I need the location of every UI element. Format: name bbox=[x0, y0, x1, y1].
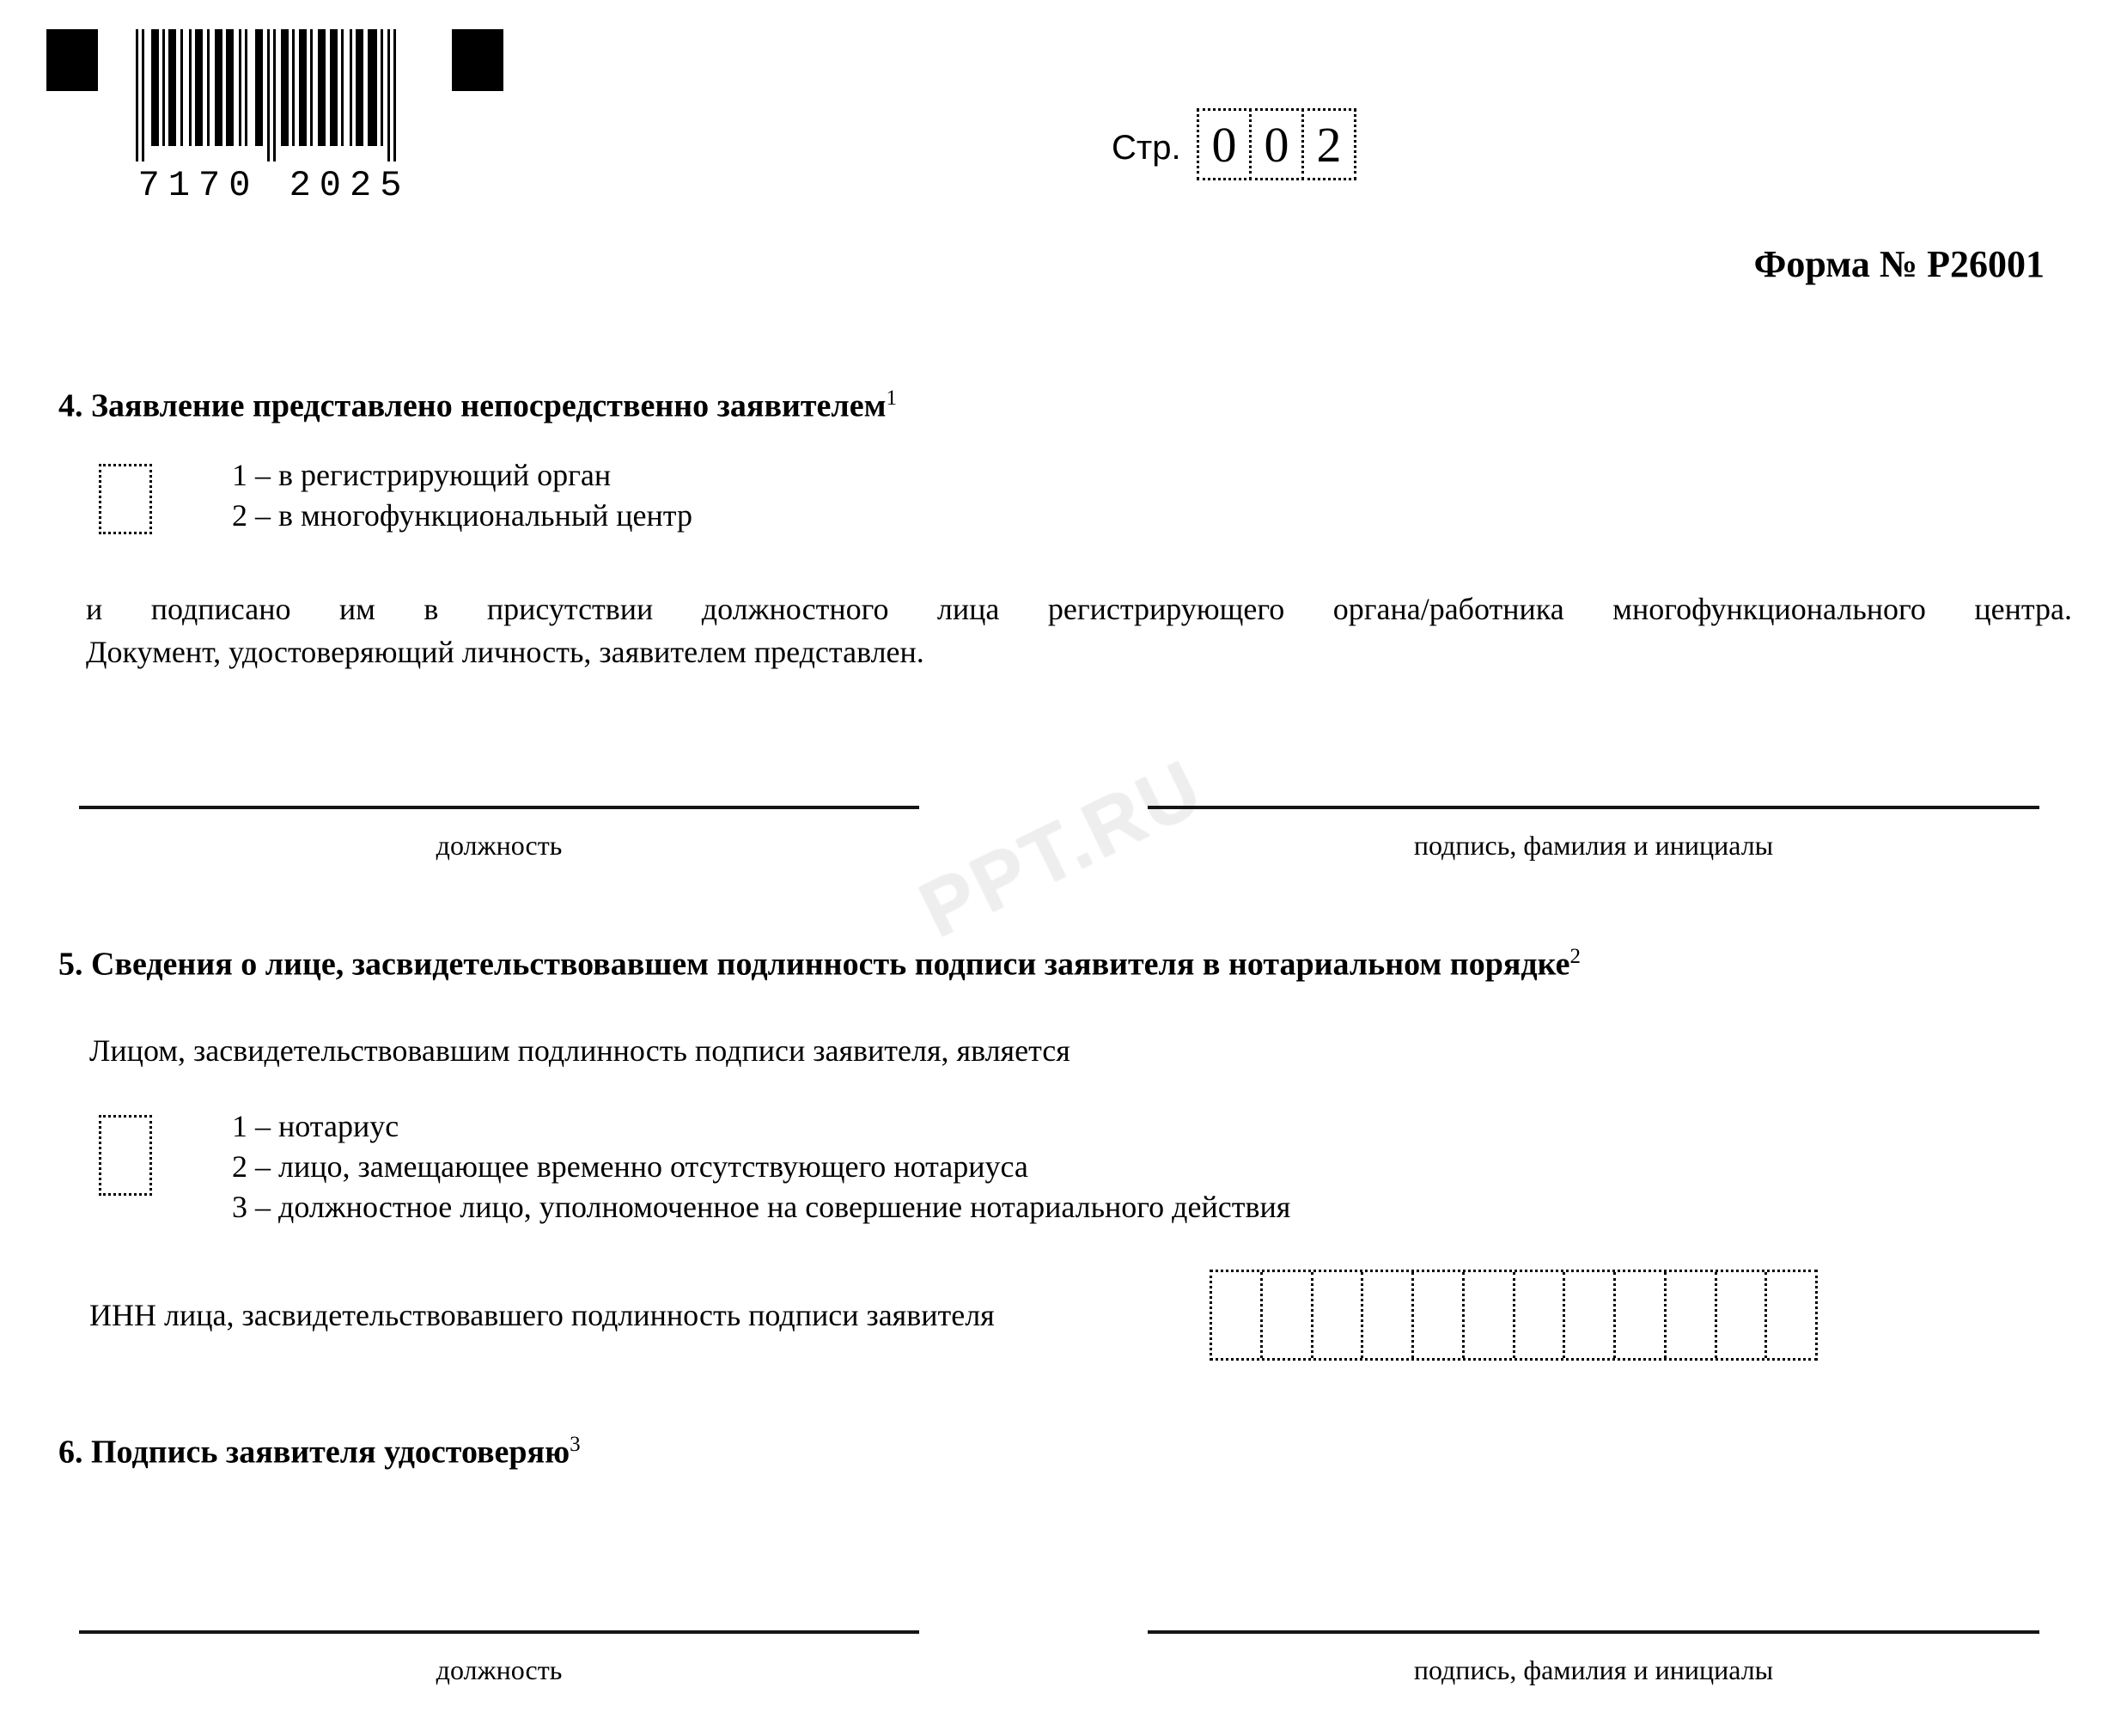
section4-paragraph bbox=[86, 588, 2072, 673]
page-number-cell: 0 bbox=[1197, 108, 1252, 180]
barcode-bar bbox=[168, 29, 176, 146]
barcode-bar bbox=[299, 29, 307, 146]
page-number-cell: 0 bbox=[1249, 108, 1304, 180]
section4-title-text: 4. Заявление представлено непосредственно заявителем bbox=[58, 387, 887, 424]
inn-cell[interactable] bbox=[1260, 1272, 1311, 1358]
certifier-name-line-label: подпись, фамилия и инициалы bbox=[1413, 1654, 1774, 1685]
section4-title bbox=[58, 387, 897, 425]
name-line-label: подпись, фамилия и инициалы bbox=[1413, 830, 1774, 861]
barcode-bar bbox=[387, 29, 390, 161]
witness-type-checkbox[interactable] bbox=[99, 1115, 152, 1196]
barcode-bar bbox=[350, 29, 352, 146]
barcode-bar bbox=[381, 29, 383, 146]
inn-cell[interactable] bbox=[1462, 1272, 1513, 1358]
option-authorized-official: 3 – должностное лицо, уполномоченное на совершение нотариального действия bbox=[232, 1190, 1291, 1224]
barcode-bar bbox=[292, 29, 295, 146]
position-line-label: должность bbox=[436, 830, 563, 861]
page-number-cell: 2 bbox=[1301, 108, 1356, 180]
barcode-bar bbox=[341, 29, 344, 146]
certifier-name-signature-line[interactable] bbox=[1148, 1630, 2039, 1634]
option-registering-authority: 1 – в регистрирующий орган bbox=[232, 458, 612, 492]
barcode-bar bbox=[195, 29, 203, 146]
inn-cell[interactable] bbox=[1513, 1272, 1563, 1358]
section4-footnote-marker: 1 bbox=[886, 387, 897, 410]
barcode-bar bbox=[142, 29, 144, 161]
certifier-position-signature-line[interactable] bbox=[79, 1630, 919, 1634]
barcode bbox=[136, 29, 412, 206]
barcode-bar bbox=[267, 29, 270, 161]
section5-intro: Лицом, засвидетельствовавшим подлинность подписи заявителя, является bbox=[89, 1033, 1070, 1068]
inn-label: ИНН лица, засвидетельствовавшего подлинность подписи заявителя bbox=[89, 1298, 995, 1332]
position-signature-line[interactable] bbox=[79, 806, 919, 809]
inn-cell[interactable] bbox=[1212, 1272, 1260, 1358]
certifier-position-line-label: должность bbox=[436, 1654, 563, 1685]
section6-footnote-marker: 3 bbox=[570, 1433, 581, 1456]
barcode-bar bbox=[136, 29, 138, 161]
inn-cell[interactable] bbox=[1311, 1272, 1362, 1358]
barcode-bars bbox=[136, 29, 412, 161]
barcode-bar bbox=[393, 29, 396, 161]
section4-options bbox=[232, 455, 692, 536]
inn-cell[interactable] bbox=[1613, 1272, 1664, 1358]
option-acting-notary: 2 – лицо, замещающее временно отсутствующего нотариуса bbox=[232, 1149, 1028, 1184]
inn-cell[interactable] bbox=[1764, 1272, 1815, 1358]
barcode-bar bbox=[245, 29, 247, 146]
section4-paragraph-line1: и подписано им в присутствии должностного лица регистрирующего органа/работника многофункционального центра. bbox=[86, 592, 2072, 626]
name-signature-line[interactable] bbox=[1148, 806, 2039, 809]
watermark: PPT.RU bbox=[906, 742, 1216, 954]
section5-footnote-marker: 2 bbox=[1569, 945, 1581, 968]
barcode-bar bbox=[356, 29, 363, 146]
section5-options bbox=[232, 1106, 1290, 1227]
section4-paragraph-line2: Документ, удостоверяющий личность, заявителем представлен. bbox=[86, 635, 924, 669]
barcode-bar bbox=[239, 29, 241, 146]
submission-method-checkbox[interactable] bbox=[99, 464, 152, 534]
barcode-bar bbox=[189, 29, 192, 146]
inn-cell[interactable] bbox=[1715, 1272, 1765, 1358]
inn-grid bbox=[1210, 1270, 1818, 1361]
page-number-label: Стр. bbox=[1112, 129, 1181, 167]
barcode-left-square bbox=[46, 29, 98, 91]
barcode-bar bbox=[318, 29, 326, 146]
barcode-bar bbox=[151, 29, 159, 146]
barcode-bar bbox=[215, 29, 222, 146]
barcode-bar bbox=[310, 29, 313, 146]
section6-title-text: 6. Подпись заявителя удостоверяю bbox=[58, 1434, 570, 1471]
barcode-bar bbox=[180, 29, 183, 146]
section5-title-text: 5. Сведения о лице, засвидетельствовавшем подлинность подписи заявителя в нотариальном порядке bbox=[58, 946, 1570, 983]
page-number-boxes bbox=[1197, 108, 1356, 180]
barcode-bar bbox=[368, 29, 377, 146]
form-number: Форма № Р26001 bbox=[1753, 243, 2045, 285]
option-multifunctional-center: 2 – в многофункциональный центр bbox=[232, 498, 692, 533]
inn-cell[interactable] bbox=[1664, 1272, 1715, 1358]
barcode-bar bbox=[207, 29, 210, 146]
barcode-bar bbox=[273, 29, 276, 161]
option-notary: 1 – нотариус bbox=[232, 1109, 399, 1143]
barcode-right-square bbox=[452, 29, 503, 91]
inn-cell[interactable] bbox=[1361, 1272, 1411, 1358]
barcode-digits: 7170 2025 bbox=[137, 165, 411, 206]
barcode-bar bbox=[255, 29, 263, 146]
barcode-bar bbox=[162, 29, 165, 146]
section5-title bbox=[58, 945, 1581, 984]
barcode-bar bbox=[330, 29, 338, 146]
barcode-bar bbox=[281, 29, 289, 146]
inn-cell[interactable] bbox=[1563, 1272, 1613, 1358]
section6-title bbox=[58, 1433, 581, 1471]
barcode-bar bbox=[226, 29, 234, 146]
inn-cell[interactable] bbox=[1411, 1272, 1462, 1358]
